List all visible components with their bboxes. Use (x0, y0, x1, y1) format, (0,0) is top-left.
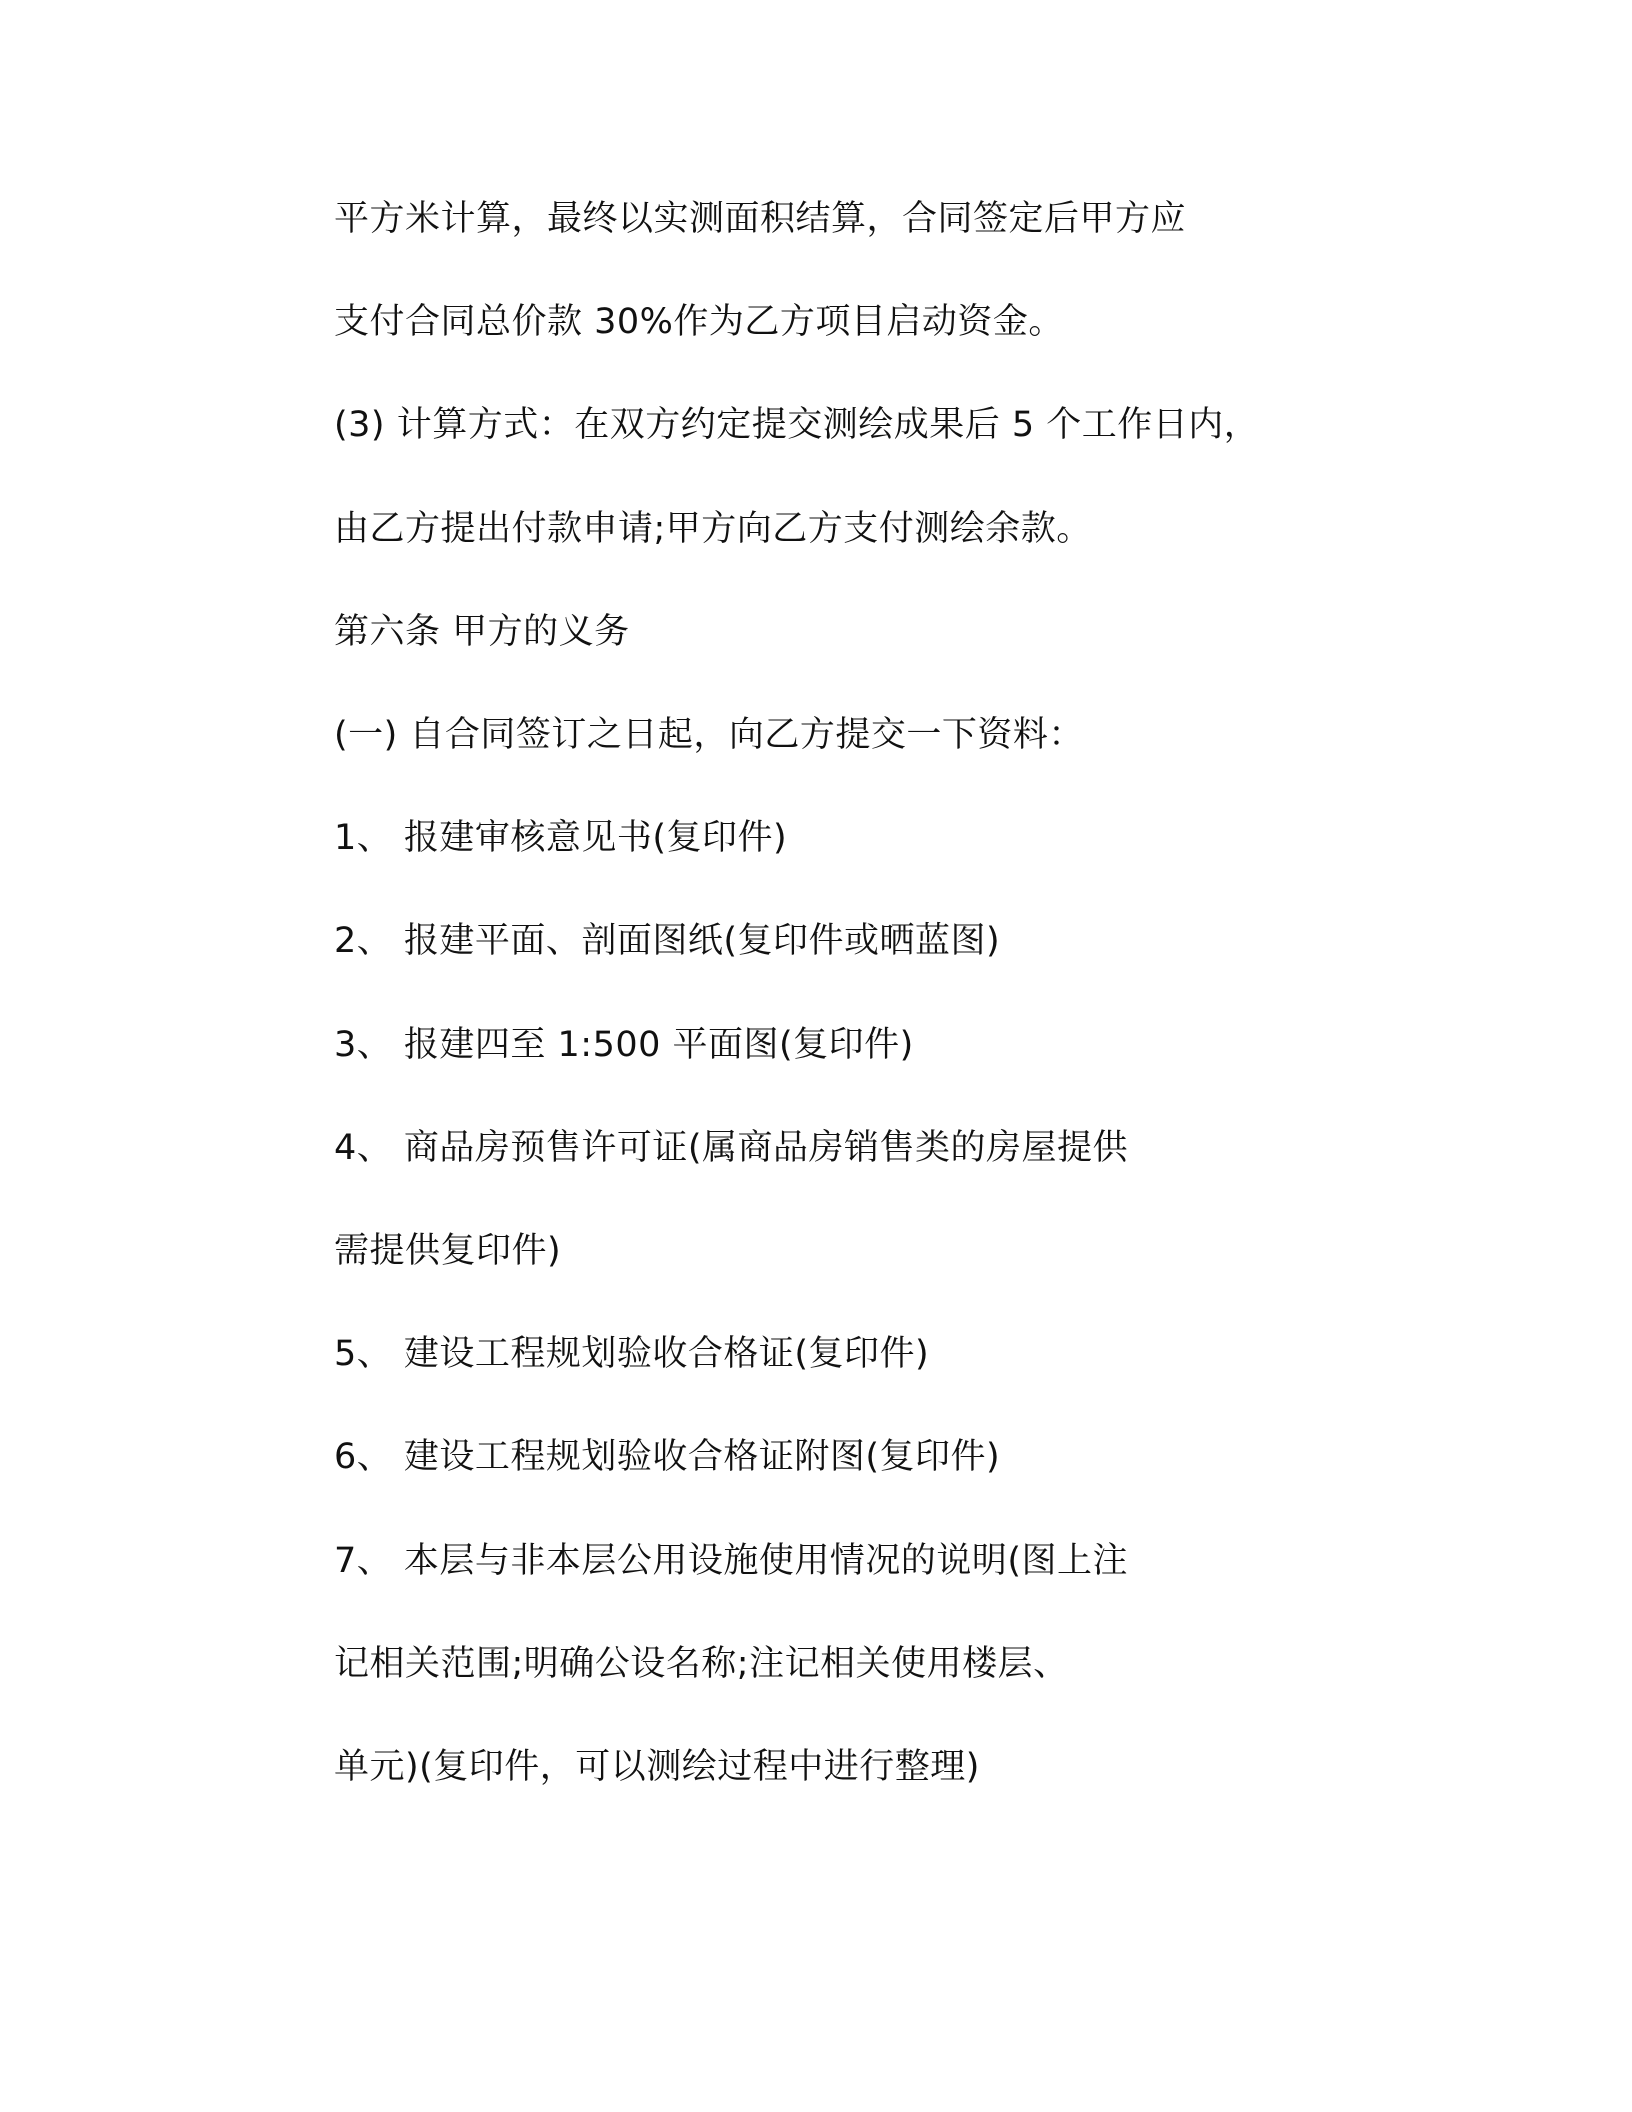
list-item: 4、 商品房预售许可证(属商品房销售类的房屋提供 (334, 1128, 1129, 1168)
list-item: 7、 本层与非本层公用设施使用情况的说明(图上注 (334, 1541, 1129, 1581)
list-item: 3、 报建四至 1:500 平面图(复印件) (334, 1025, 914, 1065)
list-item-continuation: 单元)(复印件，可以测绘过程中进行整理) (334, 1747, 980, 1787)
text-line: (一) 自合同签订之日起，向乙方提交一下资料： (334, 715, 1084, 755)
text-line: 由乙方提出付款申请;甲方向乙方支付测绘余款。 (334, 509, 1092, 549)
section-heading: 第六条 甲方的义务 (334, 612, 630, 652)
list-item: 5、 建设工程规划验收合格证(复印件) (334, 1334, 930, 1374)
text-line: 平方米计算，最终以实测面积结算，合同签定后甲方应 (334, 199, 1187, 239)
list-item: 6、 建设工程规划验收合格证附图(复印件) (334, 1437, 1001, 1477)
list-item: 2、 报建平面、剖面图纸(复印件或晒蓝图) (334, 921, 1001, 961)
text-line: (3) 计算方式：在双方约定提交测绘成果后 5 个工作日内， (334, 405, 1260, 445)
list-item-continuation: 记相关范围;明确公设名称;注记相关使用楼层、 (334, 1644, 1069, 1684)
list-item-continuation: 需提供复印件) (334, 1231, 562, 1271)
text-line: 支付合同总价款 30%作为乙方项目启动资金。 (334, 302, 1064, 342)
list-item: 1、 报建审核意见书(复印件) (334, 818, 788, 858)
